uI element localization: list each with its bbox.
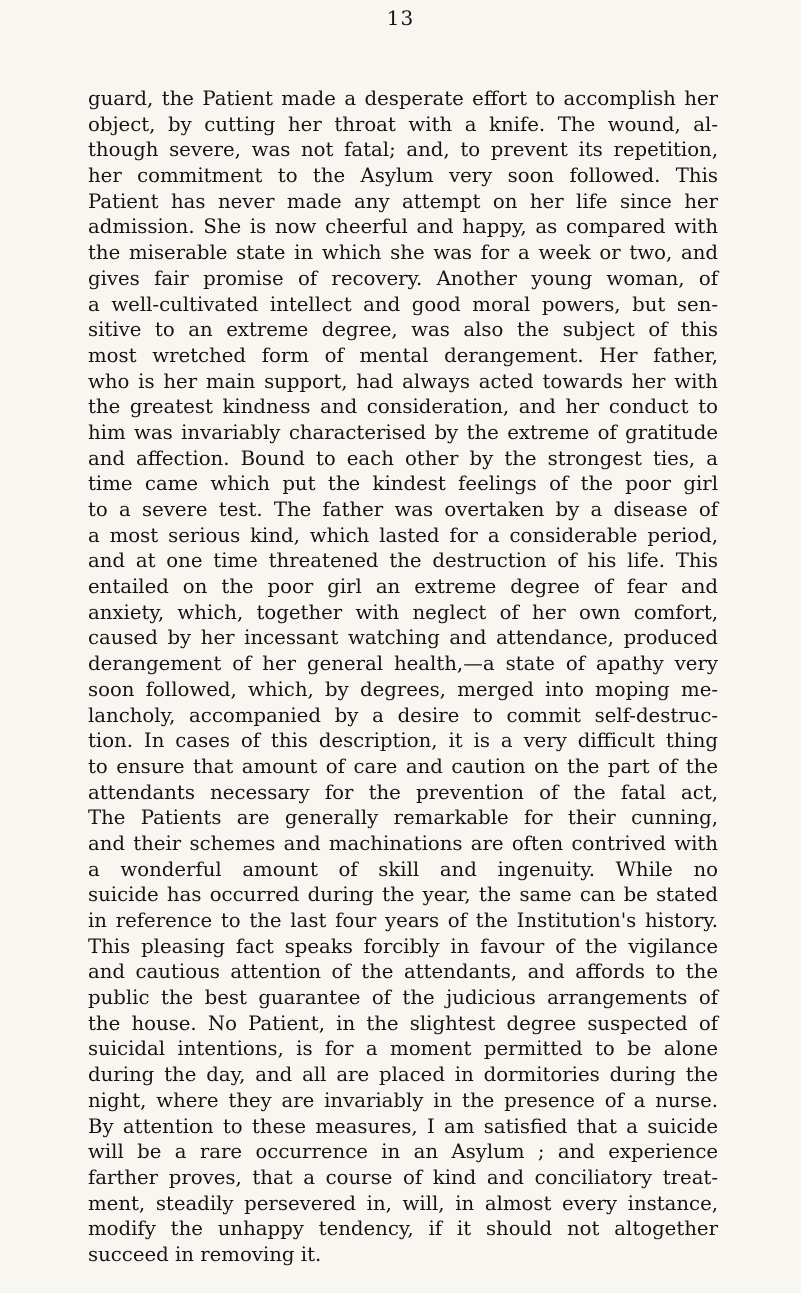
text-line: the house. No Patient, in the slightest degree suspected of <box>88 1011 718 1035</box>
text-line: lancholy, accompanied by a desire to commit self-destruc- <box>88 703 718 727</box>
text-line: to a severe test. The father was overtaken by a disease of <box>88 498 718 521</box>
text-line: farther proves, that a course of kind and conciliatory treat- <box>88 1165 718 1189</box>
text-line: a most serious kind, which lasted for a considerable period, <box>88 523 718 547</box>
text-line: anxiety, which, together with neglect of her own comfort, <box>88 600 718 624</box>
text-line: sitive to an extreme degree, was also the subject of this <box>88 318 718 342</box>
text-line: suicidal intentions, is for a moment permitted to be alone <box>88 1037 718 1061</box>
text-line: gives fair promise of recovery. Another young woman, of <box>88 266 718 290</box>
text-line: derangement of her general health,—a state of apathy very <box>88 652 718 676</box>
text-line: ment, steadily persevered in, will, in almost every instance, <box>88 1191 718 1215</box>
text-line: though severe, was not fatal; and, to prevent its repetition, <box>88 138 718 162</box>
text-line: The Patients are generally remarkable for their cunning, <box>88 806 718 830</box>
text-line: object, by cutting her throat with a knife. The wound, al- <box>88 112 718 136</box>
text-line: most wretched form of mental derangement. Her father, <box>88 343 718 367</box>
text-line: entailed on the poor girl an extreme degree of fear and <box>88 575 718 599</box>
text-line: to ensure that amount of care and caution on the part of the <box>88 754 718 778</box>
text-line: This pleasing fact speaks forcibly in favour of the vigilance <box>88 934 718 958</box>
page-number: 13 <box>386 6 415 30</box>
text-line: a well-cultivated intellect and good moral powers, but sen- <box>88 292 718 316</box>
text-line: who is her main support, had always acted towards her with <box>88 369 718 393</box>
text-line: and cautious attention of the attendants, and affords to the <box>88 960 718 984</box>
text-line: public the best guarantee of the judicious arrangements of <box>88 986 718 1010</box>
text-line: her commitment to the Asylum very soon followed. This <box>88 164 718 188</box>
text-line: during the day, and all are placed in dormitories during the <box>88 1063 718 1087</box>
text-line: will be a rare occurrence in an Asylum ; and experience <box>88 1140 718 1164</box>
text-line: and affection. Bound to each other by the strongest ties, a <box>88 446 718 470</box>
text-line: suicide has occurred during the year, the same can be stated <box>88 883 718 907</box>
text-line: tion. In cases of this description, it is a very difficult thing <box>88 729 718 753</box>
text-line: and their schemes and machinations are often contrived with <box>88 831 718 855</box>
text-line: time came which put the kindest feelings of the poor girl <box>88 472 718 496</box>
text-line: the miserable state in which she was for a week or two, and <box>88 241 718 265</box>
text-line: attendants necessary for the prevention of the fatal act, <box>88 780 718 804</box>
text-line: admission. She is now cheerful and happy, as compared with <box>88 215 718 239</box>
text-line: and at one time threatened the destruction of his life. This <box>88 549 718 573</box>
text-line: modify the unhappy tendency, if it should not altogether <box>88 1217 718 1241</box>
text-line: guard, the Patient made a desperate effort to accomplish her <box>88 87 718 110</box>
text-line: a wonderful amount of skill and ingenuity. While no <box>88 857 718 881</box>
text-line: succeed in removing it. <box>88 1242 322 1266</box>
text-line: night, where they are invariably in the presence of a nurse. <box>88 1088 718 1112</box>
text-line: caused by her incessant watching and attendance, produced <box>88 626 718 650</box>
text-line: soon followed, which, by degrees, merged into moping me- <box>88 677 718 701</box>
text-line: the greatest kindness and consideration, and her conduct to <box>88 395 718 419</box>
text-line: By attention to these measures, I am satisfied that a suicide <box>88 1114 718 1138</box>
text-line: in reference to the last four years of the Institution's history. <box>88 909 718 932</box>
body-text <box>88 86 718 1268</box>
text-line: him was invariably characterised by the extreme of gratitude <box>88 420 718 444</box>
text-line: Patient has never made any attempt on her life since her <box>88 189 718 213</box>
